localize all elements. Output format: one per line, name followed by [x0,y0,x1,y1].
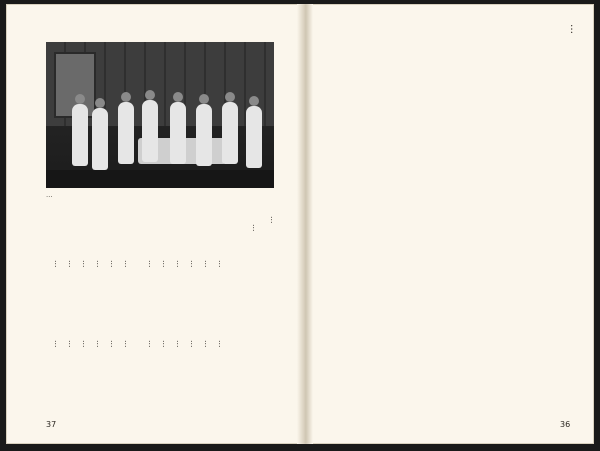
cast-name: … [109,340,118,348]
cast-name: … [53,340,62,348]
cast-name: … [67,340,76,348]
performance-header: … [269,216,278,224]
page-number: 36 [560,420,571,429]
role-label: … [81,260,90,268]
role-label: … [95,260,104,268]
role-label: … [189,260,198,268]
cast-name: … [95,340,104,348]
right-page [312,4,594,444]
role-label: … [109,260,118,268]
book-spread [6,4,594,444]
cast-name: … [217,340,226,348]
cast-name: … [147,340,156,348]
role-label: … [217,260,226,268]
role-label: … [203,260,212,268]
cast-name: … [175,340,184,348]
role-label: … [161,260,170,268]
production-title: … [251,224,260,232]
left-page [6,4,298,444]
body-text: … [568,24,579,34]
photo-caption: … [46,191,53,199]
cast-name: … [203,340,212,348]
role-label: … [53,260,62,268]
role-label: … [67,260,76,268]
role-label: … [123,260,132,268]
cast-name: … [81,340,90,348]
role-label: … [175,260,184,268]
book-gutter [297,4,313,444]
cast-name: … [161,340,170,348]
role-label: … [147,260,156,268]
cast-name: … [189,340,198,348]
stage-photo [46,42,274,188]
page-number: 37 [46,420,57,429]
cast-name: … [123,340,132,348]
